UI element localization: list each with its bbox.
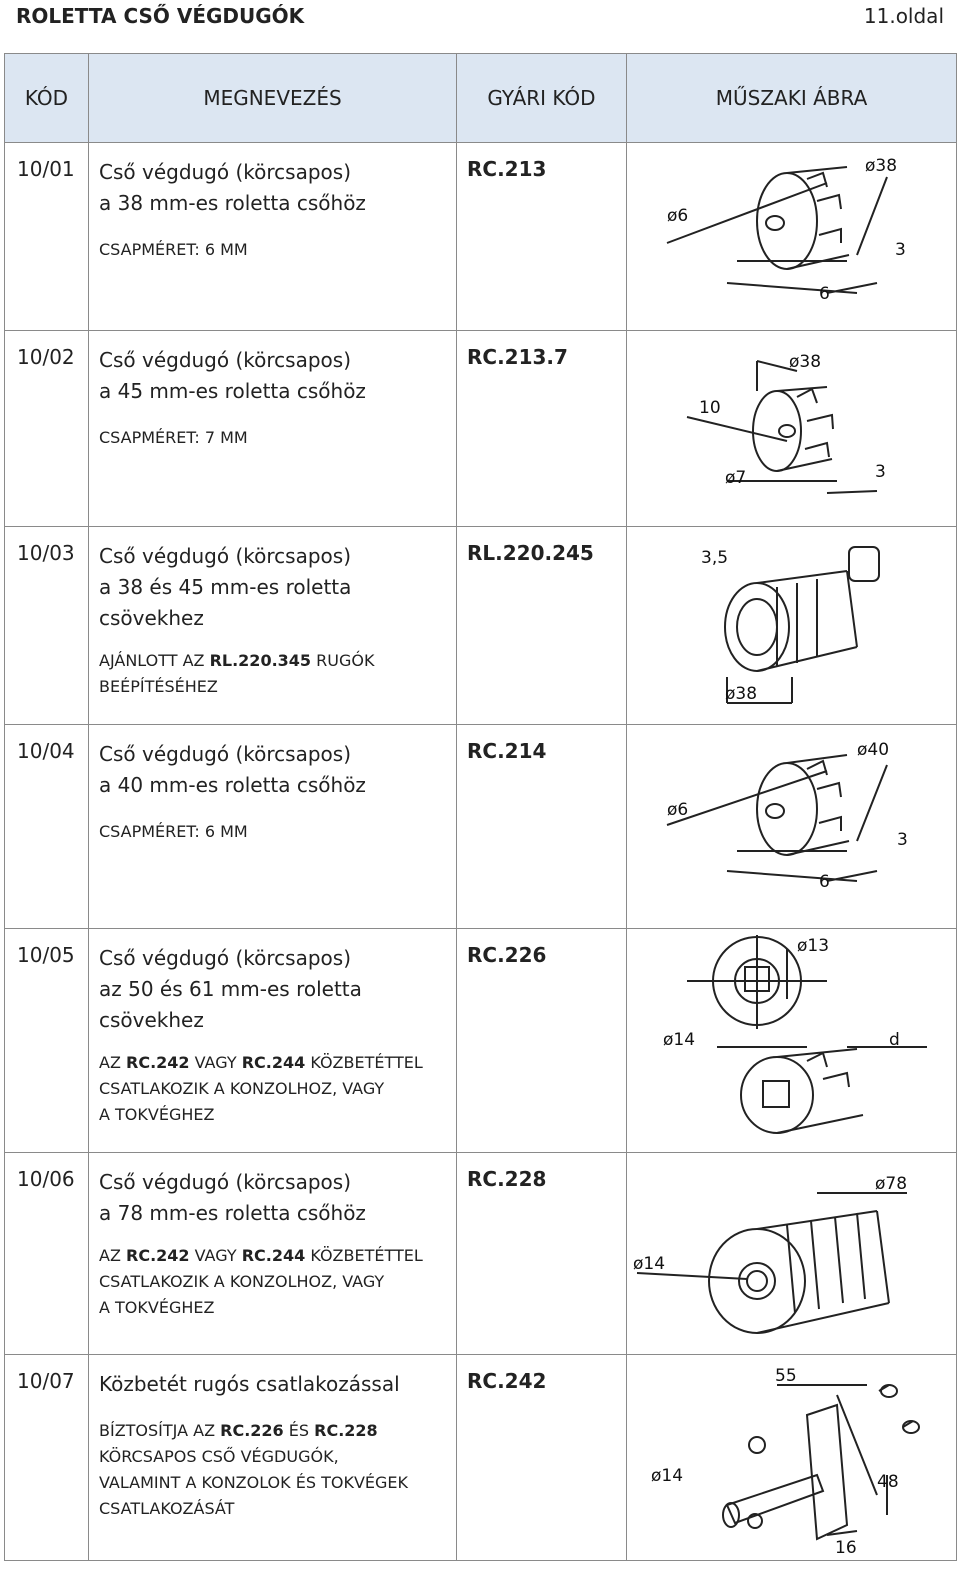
page-number: 11.oldal [863, 4, 944, 28]
row-factory-code: RC.242 [457, 1355, 627, 1561]
dimension-label: 10 [699, 398, 721, 418]
dimension-label: ø6 [667, 800, 689, 820]
note-text: CSATLAKOZIK A KONZOLHOZ, VAGY [99, 1079, 385, 1098]
drawing-end-cap-rc228 [627, 1153, 957, 1353]
row-description [89, 527, 457, 725]
note-text: AZ [99, 1246, 126, 1265]
row-code: 10/03 [5, 527, 89, 725]
note-text: AZ [99, 1053, 126, 1072]
row-note [99, 648, 456, 700]
row-description [89, 725, 457, 929]
technical-drawing [627, 331, 957, 527]
note-code: RC.226 [220, 1421, 284, 1440]
drawing-end-cap-rc214 [627, 725, 957, 927]
dimension-label: ø13 [797, 936, 830, 956]
desc-line: Cső végdugó (körcsapos) [99, 348, 351, 372]
dimension-label: 3 [897, 830, 908, 850]
row-factory-code: RL.220.245 [457, 527, 627, 725]
desc-line: a 40 mm-es roletta csőhöz [99, 773, 366, 797]
note-text: A TOKVÉGHEZ [99, 1105, 215, 1124]
note-text: A TOKVÉGHEZ [99, 1298, 215, 1317]
drawing-end-cap-rc2137 [627, 331, 957, 525]
desc-line: Cső végdugó (körcsapos) [99, 544, 351, 568]
row-factory-code: RC.214 [457, 725, 627, 929]
dimension-label: ø78 [875, 1174, 908, 1194]
row-note: CSAPMÉRET: 6 MM [99, 240, 248, 259]
drawing-spring-insert-rc242 [627, 1355, 957, 1559]
row-factory-code: RC.213 [457, 143, 627, 331]
row-note: CSAPMÉRET: 7 MM [99, 428, 248, 447]
dimension-label: 6 [819, 284, 830, 304]
note-text: CSATLAKOZÁSÁT [99, 1499, 235, 1518]
table-row [5, 1153, 957, 1355]
column-header-code: KÓD [5, 54, 89, 143]
row-code: 10/07 [5, 1355, 89, 1561]
technical-drawing [627, 527, 957, 725]
desc-line: csövekhez [99, 1008, 204, 1032]
row-description [89, 1355, 457, 1561]
note-code: RC.242 [126, 1053, 190, 1072]
note-text: AJÁNLOTT AZ [99, 651, 210, 670]
column-header-drawing: MŰSZAKI ÁBRA [627, 54, 957, 143]
note-text: KÖZBETÉTTEL [305, 1246, 423, 1265]
row-description [89, 1153, 457, 1355]
desc-line: a 45 mm-es roletta csőhöz [99, 379, 366, 403]
row-factory-code: RC.228 [457, 1153, 627, 1355]
note-code: RC.228 [314, 1421, 378, 1440]
row-note: CSAPMÉRET: 6 MM [99, 822, 248, 841]
note-code: RC.244 [241, 1246, 306, 1265]
desc-line: Közbetét rugós csatlakozással [99, 1372, 400, 1396]
note-text: RUGÓK [311, 651, 375, 670]
product-table [4, 53, 957, 1561]
row-factory-code: RC.226 [457, 929, 627, 1153]
drawing-end-cap-rc226 [627, 929, 957, 1151]
table-row [5, 331, 957, 527]
row-factory-code: RC.213.7 [457, 331, 627, 527]
note-code: RC.242 [126, 1246, 190, 1265]
note-text: VALAMINT A KONZOLOK ÉS TOKVÉGEK [99, 1473, 408, 1492]
desc-line: az 50 és 61 mm-es roletta [99, 977, 362, 1001]
column-header-factory-code: GYÁRI KÓD [457, 54, 627, 143]
row-note [99, 1243, 456, 1321]
table-row [5, 929, 957, 1153]
dimension-label: ø6 [667, 206, 689, 226]
desc-line: Cső végdugó (körcsapos) [99, 160, 351, 184]
dimension-label: 6 [819, 872, 830, 892]
desc-line: a 78 mm-es roletta csőhöz [99, 1201, 366, 1225]
page-header [0, 0, 960, 36]
row-code: 10/05 [5, 929, 89, 1153]
dimension-label: ø38 [865, 156, 898, 176]
technical-drawing [627, 143, 957, 331]
table-row [5, 1355, 957, 1561]
dimension-label: 16 [835, 1538, 857, 1558]
row-note [99, 1418, 456, 1522]
dimension-label: ø38 [725, 684, 758, 704]
drawing-end-cap-rc213 [627, 143, 957, 329]
technical-drawing [627, 929, 957, 1153]
dimension-label: ø14 [651, 1466, 684, 1486]
dimension-label: ø38 [789, 352, 822, 372]
dimension-label: 3,5 [701, 548, 729, 568]
page-title: ROLETTA CSŐ VÉGDUGÓK [16, 4, 305, 28]
dimension-label: 3 [875, 462, 886, 482]
dimension-label: 3 [895, 240, 906, 260]
technical-drawing [627, 1355, 957, 1561]
note-text: VAGY [189, 1053, 242, 1072]
dimension-label: 48 [877, 1472, 899, 1492]
dimension-label: ø7 [725, 468, 747, 488]
dimension-label: 55 [775, 1366, 797, 1386]
note-code: RC.244 [241, 1053, 306, 1072]
table-header-row [5, 54, 957, 143]
row-code: 10/02 [5, 331, 89, 527]
note-code: RL.220.345 [209, 651, 312, 670]
desc-line: Cső végdugó (körcsapos) [99, 742, 351, 766]
note-text: BEÉPÍTÉSÉHEZ [99, 677, 218, 696]
desc-line: Cső végdugó (körcsapos) [99, 1170, 351, 1194]
column-header-name: MEGNEVEZÉS [89, 54, 457, 143]
drawing-end-cap-rl220245 [627, 527, 957, 723]
desc-line: csövekhez [99, 606, 204, 630]
row-code: 10/01 [5, 143, 89, 331]
dimension-label: d [889, 1030, 900, 1050]
desc-line: a 38 mm-es roletta csőhöz [99, 191, 366, 215]
note-text: KÖRCSAPOS CSŐ VÉGDUGÓK, [99, 1447, 339, 1466]
row-code: 10/04 [5, 725, 89, 929]
dimension-label: ø14 [633, 1254, 666, 1274]
row-code: 10/06 [5, 1153, 89, 1355]
technical-drawing [627, 1153, 957, 1355]
dimension-label: ø40 [857, 740, 890, 760]
note-text: CSATLAKOZIK A KONZOLHOZ, VAGY [99, 1272, 385, 1291]
table-row [5, 527, 957, 725]
desc-line: a 38 és 45 mm-es roletta [99, 575, 352, 599]
desc-line: Cső végdugó (körcsapos) [99, 946, 351, 970]
note-text: VAGY [189, 1246, 242, 1265]
note-text: BÍZTOSÍTJA AZ [99, 1421, 221, 1440]
technical-drawing [627, 725, 957, 929]
dimension-label: ø14 [663, 1030, 696, 1050]
row-description [89, 143, 457, 331]
note-text: ÉS [283, 1421, 315, 1440]
note-text: KÖZBETÉTTEL [305, 1053, 423, 1072]
row-note [99, 1050, 456, 1128]
row-description [89, 331, 457, 527]
table-row [5, 725, 957, 929]
row-description [89, 929, 457, 1153]
table-row [5, 143, 957, 331]
